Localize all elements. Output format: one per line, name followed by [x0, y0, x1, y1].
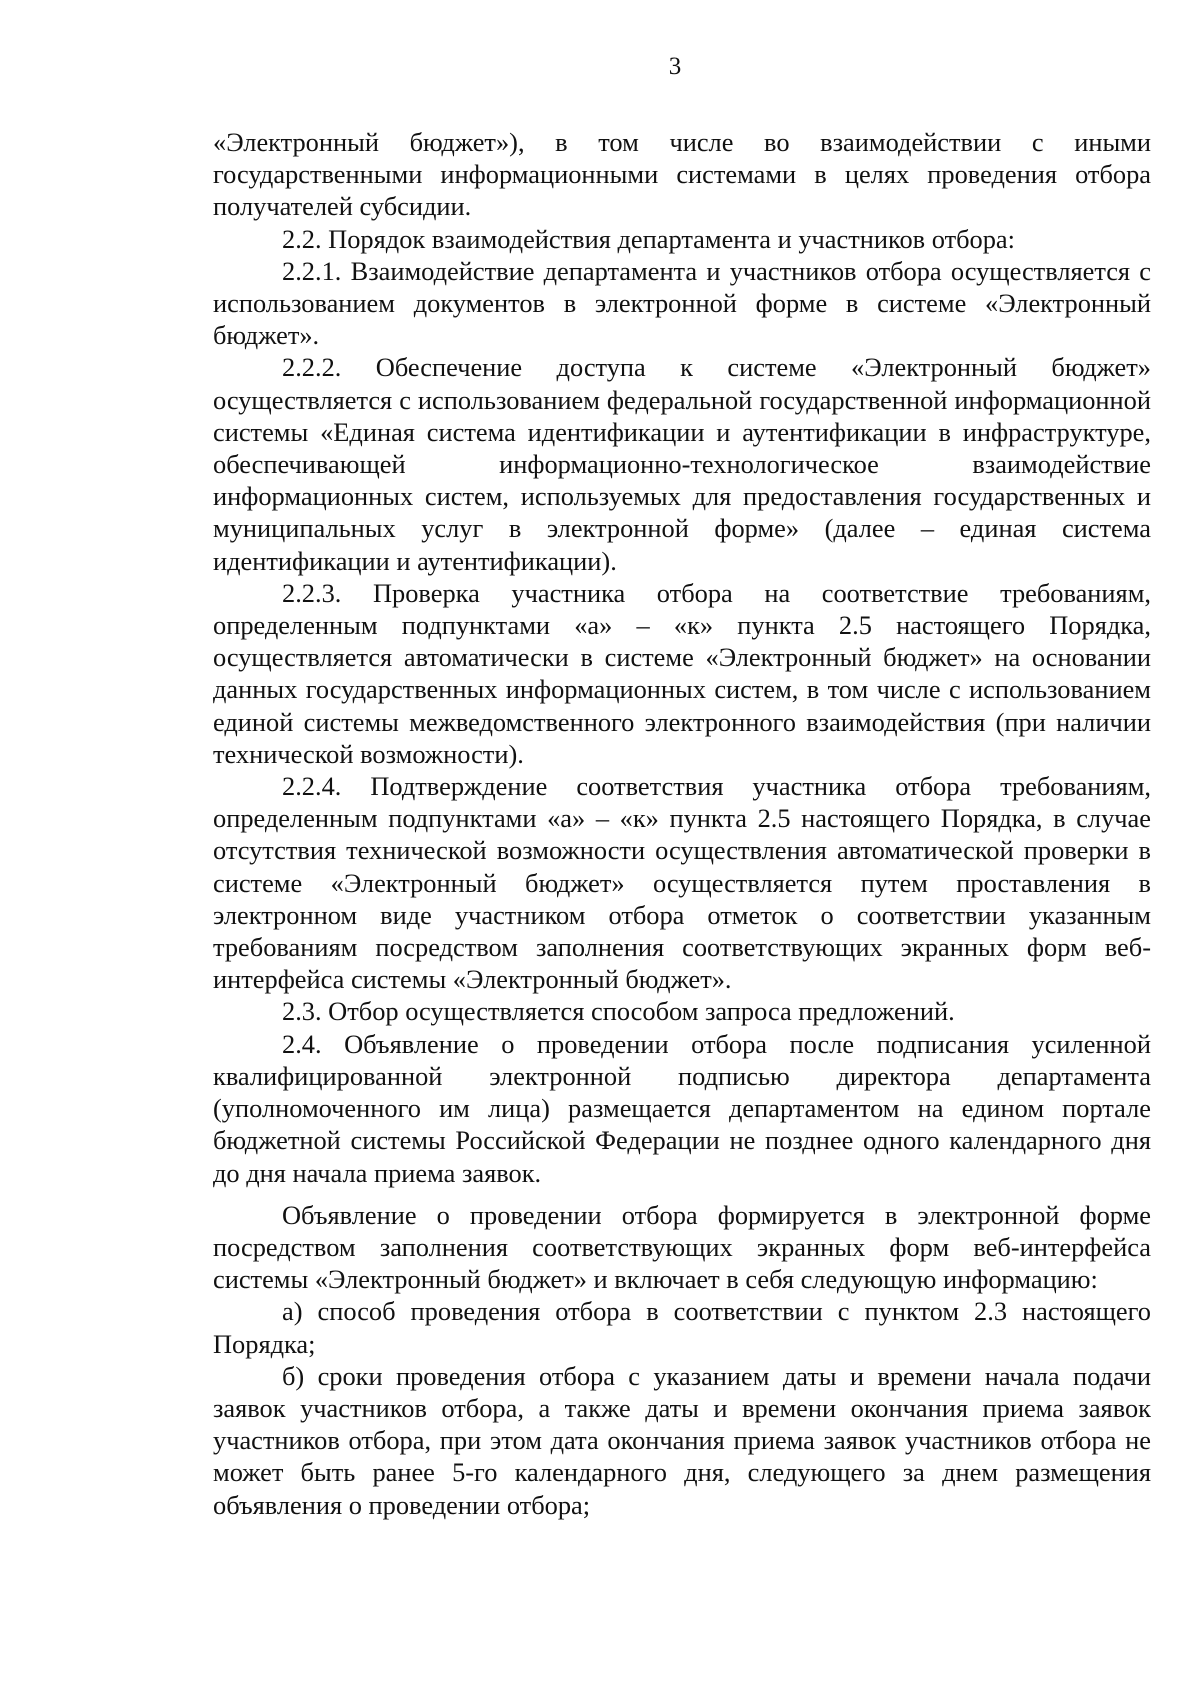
- list-item-b: б) сроки проведения отбора с указанием даты и времени начала подачи заявок участников отбора, а также даты и времени окончания приема заявок участников отбора, при этом дата окончания приема заявок участников отбора не может быть ранее 5-го календарного дня, следующего за днем размещения объявления о проведении отбора;: [213, 1360, 1151, 1520]
- paragraph-2-2: 2.2. Порядок взаимодействия департамента и участников отбора:: [282, 223, 1015, 254]
- paragraph-2-3: 2.3. Отбор осуществляется способом запроса предложений.: [282, 996, 955, 1027]
- paragraph-2-2-4: 2.2.4. Подтверждение соответствия участника отбора требованиям, определенным подпунктами «а» – «к» пункта 2.5 настоящего Порядка, в случае отсутствия технической возможности осуществления автоматической проверки в системе «Электронный бюджет» осуществляется путем проставления в электронном виде участником отбора отметок о соответствии указанным требованиям посредством заполнения соответствующих экранных форм веб-интерфейса системы «Электронный бюджет».: [213, 771, 1151, 995]
- paragraph-2-2-1: 2.2.1. Взаимодействие департамента и участников отбора осуществляется с использованием документов в электронной форме в системе «Электронный бюджет».: [213, 255, 1151, 351]
- paragraph-2-2-2: 2.2.2. Обеспечение доступа к системе «Электронный бюджет» осуществляется с использованием федеральной государственной информационной системы «Единая система идентификации и аутентификации в инфраструктуре, обеспечивающей информационно-технологическое взаимодействие информационных систем, используемых для предоставления государственных и муниципальных услуг в электронной форме» (далее – единая система идентификации и аутентификации).: [213, 352, 1151, 576]
- document-body: [213, 126, 1151, 1521]
- paragraph-announcement: Объявление о проведении отбора формируется в электронной форме посредством заполнения соответствующих экранных форм веб-интерфейса системы «Электронный бюджет» и включает в себя следующую информацию:: [213, 1199, 1151, 1295]
- paragraph-2-4: 2.4. Объявление о проведении отбора после подписания усиленной квалифицированной электронной подписью директора департамента (уполномоченного им лица) размещается департаментом на едином портале бюджетной системы Российской Федерации не позднее одного календарного дня до дня начала приема заявок.: [213, 1028, 1151, 1188]
- paragraph-intro: «Электронный бюджет»), в том числе во взаимодействии с иными государственными информационными системами в целях проведения отбора получателей субсидии.: [213, 127, 1151, 222]
- list-item-a: а) способ проведения отбора в соответствии с пунктом 2.3 настоящего Порядка;: [213, 1296, 1151, 1359]
- page-number: 3: [668, 53, 682, 80]
- paragraph-2-2-3: 2.2.3. Проверка участника отбора на соответствие требованиям, определенным подпунктами «а» – «к» пункта 2.5 настоящего Порядка, осуществляется автоматически в системе «Электронный бюджет» на основании данных государственных информационных систем, в том числе с использованием единой системы межведомственного электронного взаимодействия (при наличии технической возможности).: [213, 577, 1151, 769]
